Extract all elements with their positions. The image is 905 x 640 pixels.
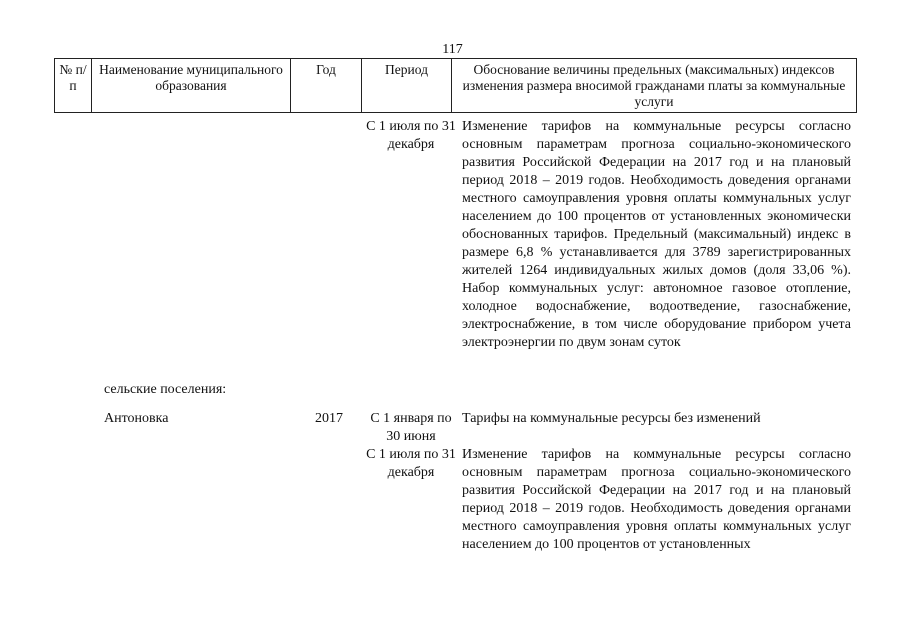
row-year: 2017: [315, 411, 343, 426]
header-period: Период: [362, 59, 452, 113]
section-label: сельские поселения:: [104, 382, 227, 397]
row-justification: Изменение тарифов на коммунальные ресурсы согласно основным параметрам прогноза социально-экономического развития Российской Федерации на 2017 год и на плановый период 2018 – 2019 годов. Необходимость доведения органами местного самоуправления уровня оплаты коммунальных услуг населением до 100 процентов от установленных экономически обоснованных тарифов. Предельный (максимальный) индекс в размере 6,8 % устанавливается для 3789 зарегистрированных жителей 1264 индивидуальных жилых домов (доля 33,06 %). Набор коммунальных услуг: автономное газовое отопление, холодное водоснабжение, водоотведение, газоснабжение, электроснабжение, в том числе оборудование прибором учета электроэнергии по двум зонам суток: [462, 119, 851, 350]
row-period: С 1 июля по 31 декабря: [366, 119, 456, 152]
header-name: Наименование муниципального образования: [92, 59, 291, 113]
header-num: № п/п: [55, 59, 92, 113]
header-year: Год: [291, 59, 362, 113]
row-name: Антоновка: [104, 411, 169, 426]
row-justification: Тарифы на коммунальные ресурсы без изменений: [462, 411, 761, 426]
header-justification: Обоснование величины предельных (максимальных) индексов изменения размера вносимой гражданами платы за коммунальные услуги: [452, 59, 857, 113]
table-header: [54, 58, 857, 113]
row-justification: Изменение тарифов на коммунальные ресурсы согласно основным параметрам прогноза социально-экономического развития Российской Федерации на 2017 год и на плановый период 2018 – 2019 годов. Необходимость доведения органами местного самоуправления уровня оплаты коммунальных услуг населением до 100 процентов от установленных: [462, 447, 851, 552]
page-number: 117: [442, 42, 463, 57]
row-period: С 1 июля по 31 декабря: [366, 447, 456, 480]
row-period: С 1 января по 30 июня: [370, 411, 452, 444]
